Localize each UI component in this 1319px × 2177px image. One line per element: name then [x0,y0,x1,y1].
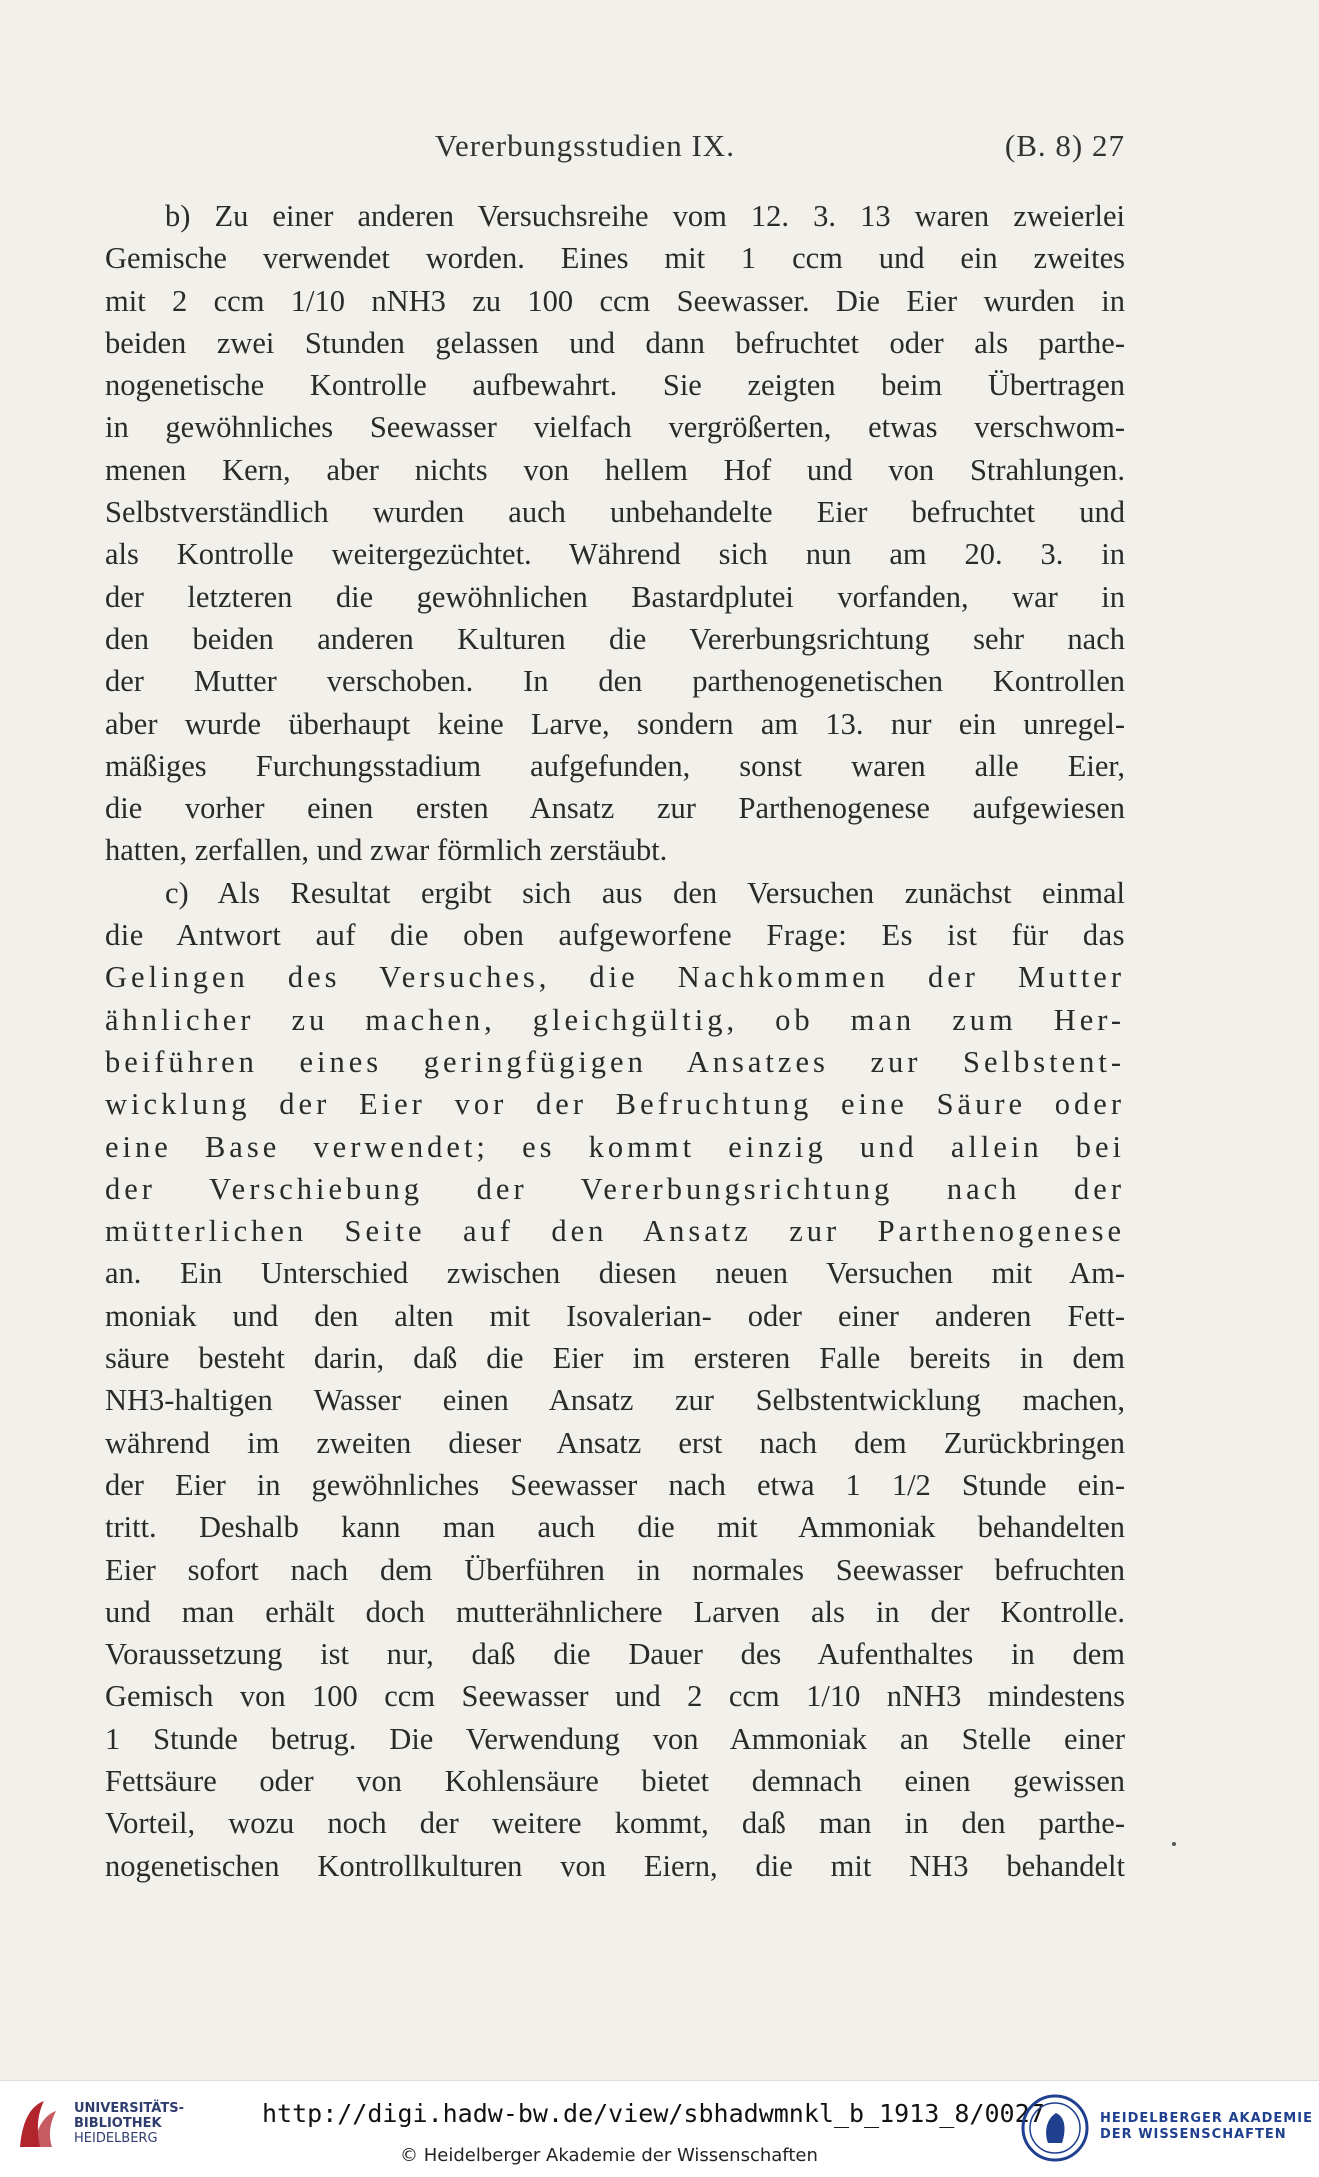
text-line: b) Zu einer anderen Versuchsreihe vom 12. 3. 13 waren zweierlei [165,199,1125,233]
text-line: 1 Stunde betrug. Die Verwendung von Ammoniak an Stelle einer [105,1721,1125,1756]
text-line: Gemische verwendet worden. Eines mit 1 ccm und ein zweites [105,241,1125,276]
library-name: UNIVERSITÄTS- BIBLIOTHEK HEIDELBERG [74,2101,184,2146]
text-line: c) Als Resultat ergibt sich aus den Versuchen zunächst einmal [165,875,1125,910]
text-line: während im zweiten dieser Ansatz erst nach dem Zurückbringen [105,1425,1125,1460]
text-line: Eier sofort nach dem Überführen in normales Seewasser befruchten [105,1552,1125,1587]
text-line: in gewöhnliches Seewasser vielfach vergrößerten, etwas verschwom- [105,410,1125,445]
text-line: nogenetischen Kontrollkulturen von Eiern, die mit NH3 behandelt [105,1848,1125,1883]
text-line: eine Base verwendet; es kommt einzig und allein bei [105,1129,1125,1164]
text-line: beiführen eines geringfügigen Ansatzes zur Selbstent- [105,1044,1125,1079]
footer-bar [0,2080,1319,2177]
text-line: der Mutter verschoben. In den parthenogenetischen Kontrollen [105,664,1125,699]
text-line: der Verschiebung der Vererbungsrichtung nach der [105,1171,1125,1206]
running-title: Vererbungsstudien IX. [435,128,735,163]
text-line: aber wurde überhaupt keine Larve, sondern am 13. nur ein unregel- [105,706,1125,741]
text-line: beiden zwei Stunden gelassen und dann befruchtet oder als parthe- [105,325,1125,360]
academy-seal-icon [1020,2091,1090,2165]
text-line: der Eier in gewöhnliches Seewasser nach etwa 1 1/2 Stunde ein- [105,1467,1125,1502]
text-line: nogenetische Kontrolle aufbewahrt. Sie zeigten beim Übertragen [105,368,1125,403]
page-reference: (B. 8) 27 [1004,128,1125,163]
text-line: moniak und den alten mit Isovalerian- oder einer anderen Fett- [105,1298,1125,1333]
copyright-notice: © Heidelberger Akademie der Wissenschaften [400,2145,818,2166]
text-line: Gelingen des Versuches, die Nachkommen der Mutter [105,960,1125,995]
text-line: wicklung der Eier vor der Befruchtung eine Säure oder [105,1087,1125,1122]
text-line: Vorteil, wozu noch der weitere kommt, daß man in den parthe- [105,1806,1125,1841]
text-line: tritt. Deshalb kann man auch die mit Ammoniak behandelten [105,1510,1125,1545]
text-line: Selbstverständlich wurden auch unbehandelte Eier befruchtet und [105,495,1125,530]
text-line: die Antwort auf die oben aufgeworfene Frage: Es ist für das [105,918,1125,953]
text-line: als Kontrolle weitergezüchtet. Während sich nun am 20. 3. in [105,537,1125,572]
text-line: mütterlichen Seite auf den Ansatz zur Parthenogenese [105,1214,1125,1249]
text-line: säure besteht darin, daß die Eier im ersteren Falle bereits in dem [105,1341,1125,1376]
text-line: mäßiges Furchungsstadium aufgefunden, sonst waren alle Eier, [105,748,1125,783]
text-line: ähnlicher zu machen, gleichgültig, ob man zum Her- [105,1002,1125,1037]
scan-speck [1172,1842,1176,1846]
text-line: die vorher einen ersten Ansatz zur Parthenogenese aufgewiesen [105,791,1125,826]
permalink-url[interactable]: http://digi.hadw-bw.de/view/sbhadwmnkl_b_1913_8/0027 [262,2099,1045,2128]
university-library-logo-icon [14,2095,62,2155]
academy-name: HEIDELBERGER AKADEMIE DER WISSENSCHAFTEN [1100,2111,1313,2142]
body-text [105,195,1125,1887]
text-line: den beiden anderen Kulturen die Vererbungsrichtung sehr nach [105,621,1125,656]
text-line: der letzteren die gewöhnlichen Bastardplutei vorfanden, war in [105,579,1125,614]
text-line: Voraussetzung ist nur, daß die Dauer des Aufenthaltes in dem [105,1637,1125,1672]
text-line: hatten, zerfallen, und zwar förmlich zerstäubt. [105,833,668,868]
text-line: NH3-haltigen Wasser einen Ansatz zur Selbstentwicklung machen, [105,1383,1125,1418]
text-line: Gemisch von 100 ccm Seewasser und 2 ccm 1/10 nNH3 mindestens [105,1679,1125,1714]
text-line: Fettsäure oder von Kohlensäure bietet demnach einen gewissen [105,1763,1125,1798]
text-line: menen Kern, aber nichts von hellem Hof und von Strahlungen. [105,452,1125,487]
text-line: an. Ein Unterschied zwischen diesen neuen Versuchen mit Am- [105,1256,1125,1291]
text-line: und man erhält doch mutterähnlichere Larven als in der Kontrolle. [105,1594,1125,1629]
text-line: mit 2 ccm 1/10 nNH3 zu 100 ccm Seewasser. Die Eier wurden in [105,283,1125,318]
